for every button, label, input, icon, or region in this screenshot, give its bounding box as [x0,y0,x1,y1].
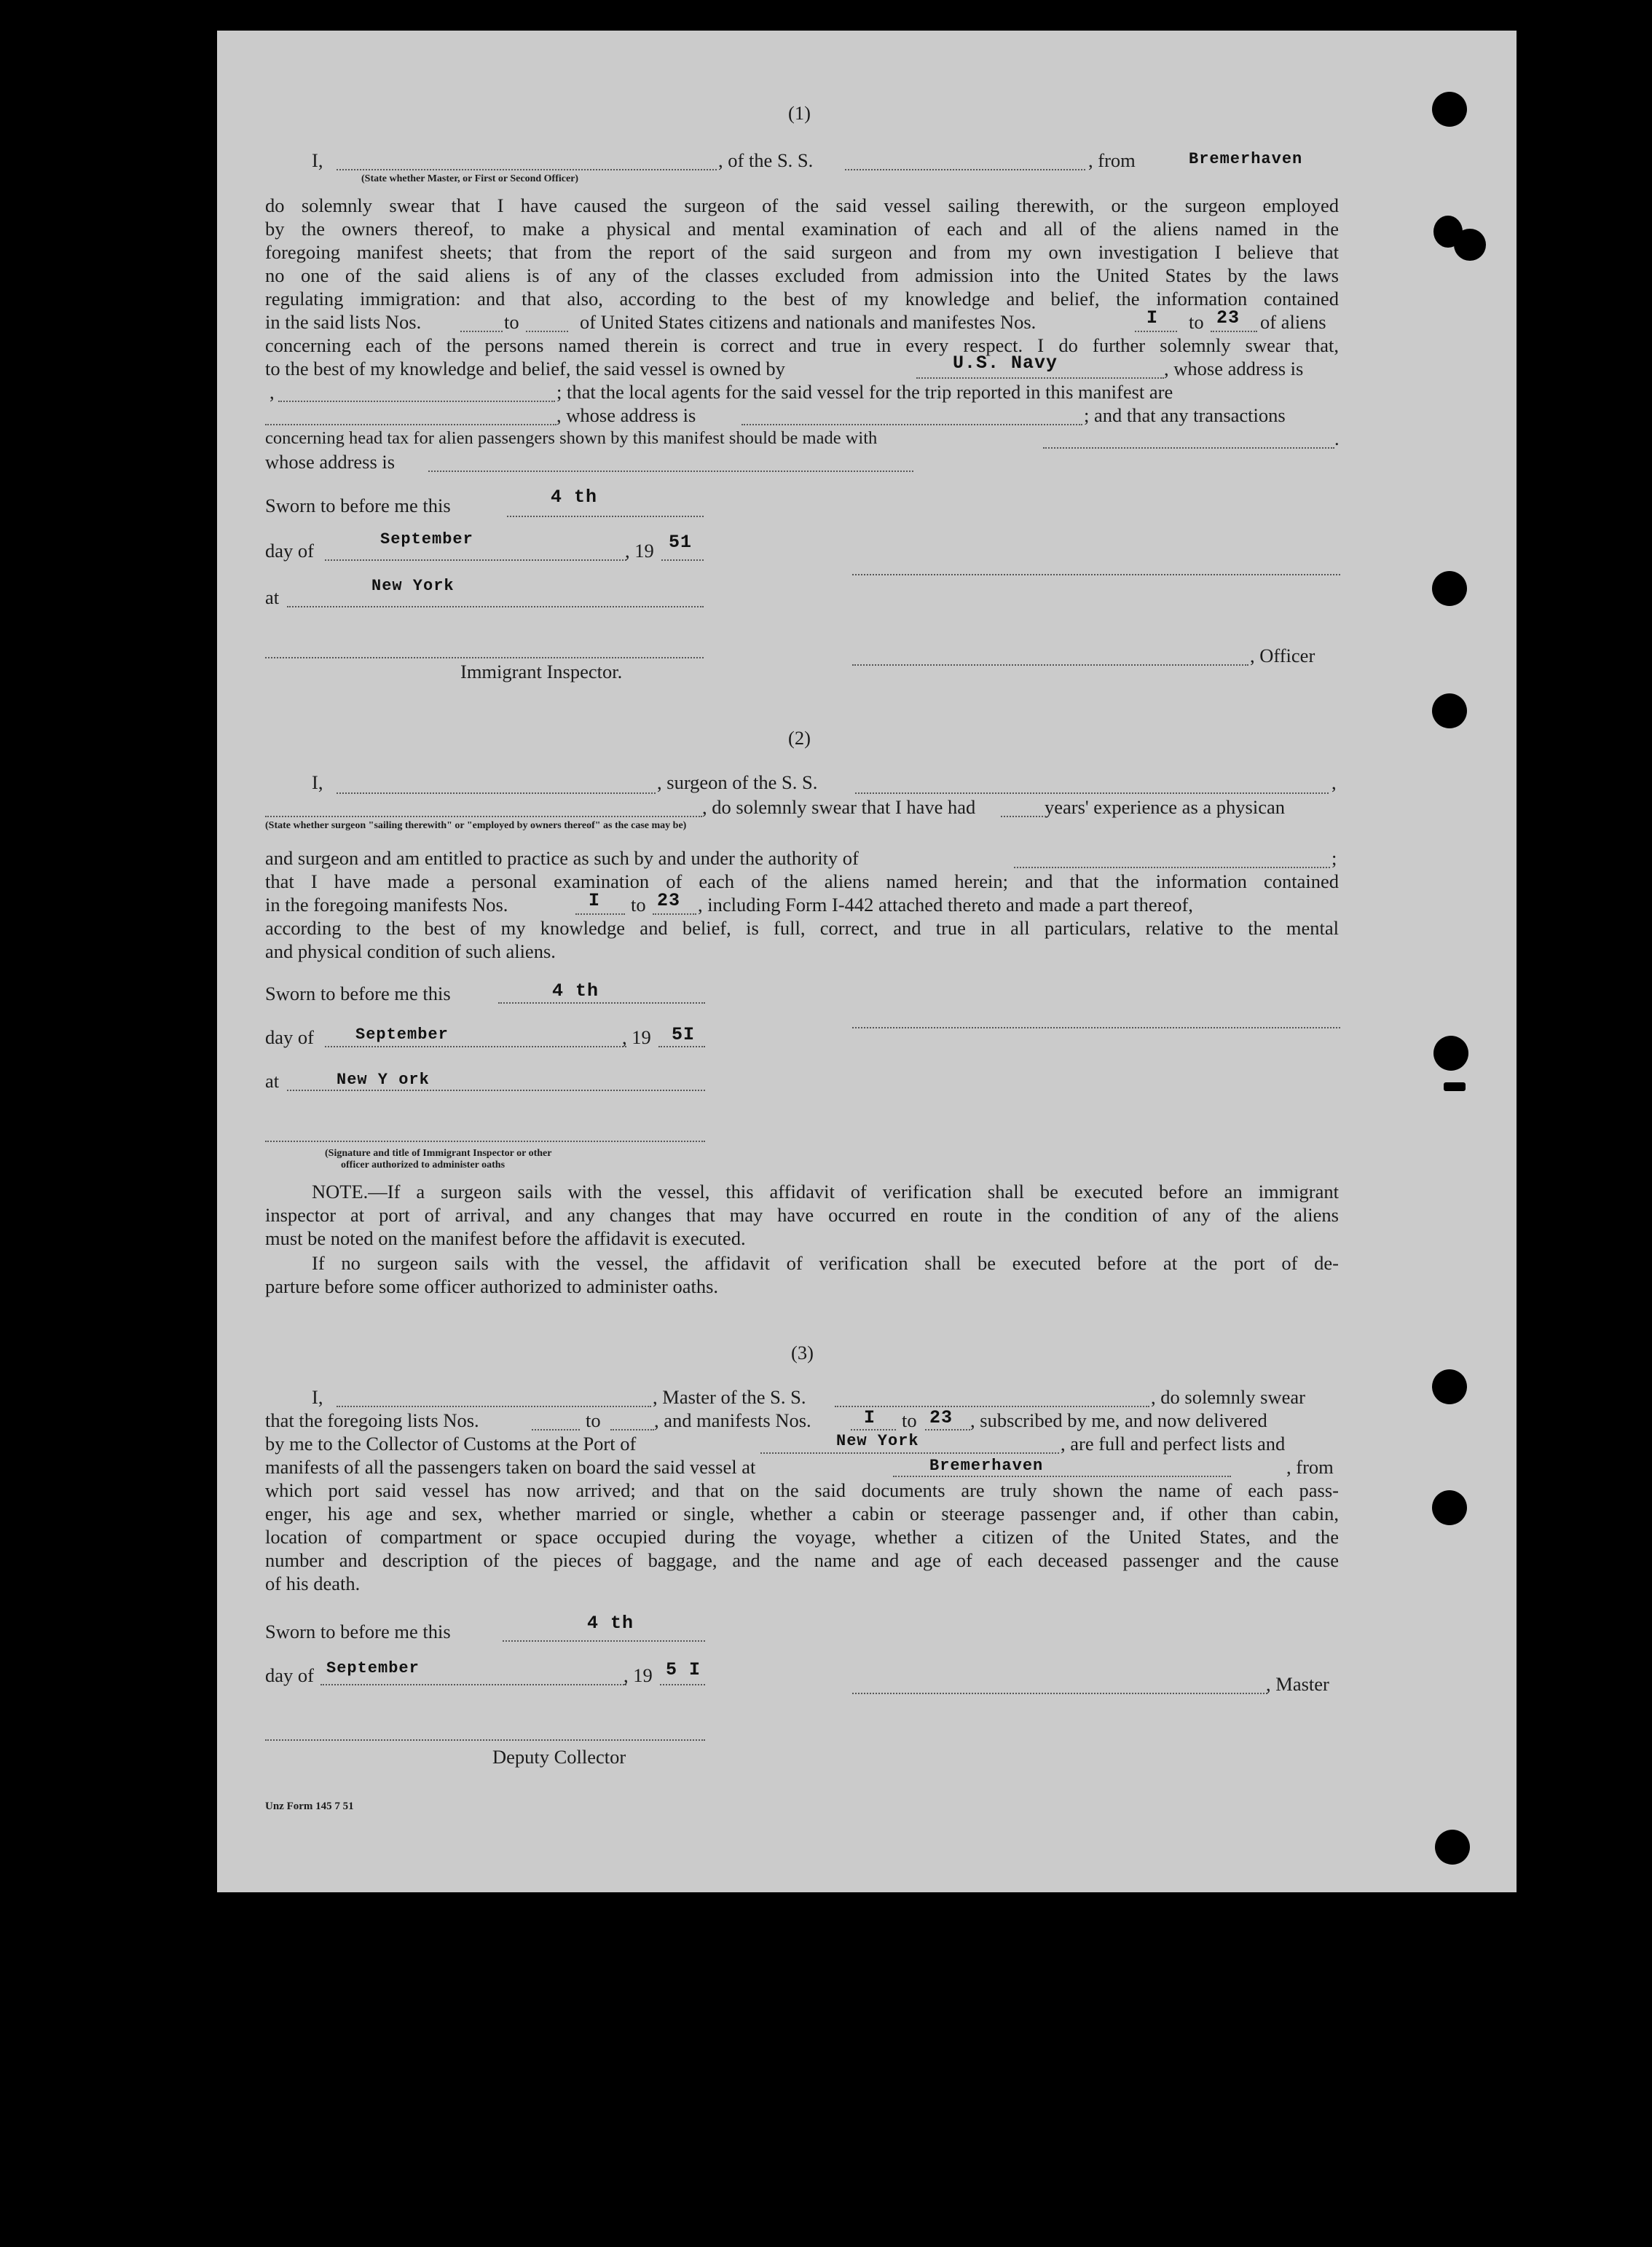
s3-master-name-line [337,1406,651,1407]
s3-line4-a: manifests of all the passengers taken on board the said vessel at [265,1456,756,1478]
s2-line6: according to the best of my knowledge and belief, is full, correct, and true in all particulars, relative to the mental [265,917,1339,939]
s2-day-line [325,1046,626,1047]
s3-manifest-from-value: I [864,1407,876,1428]
s1-from: , from [1088,149,1136,171]
s3-place-line [893,1476,1231,1477]
s3-i: I, [312,1386,323,1408]
s2-year-line [658,1046,705,1047]
punch-hole [1432,92,1467,127]
lists-to-line [526,331,568,332]
punch-hole [1432,1369,1467,1404]
manifest-to-line [1211,331,1257,332]
s2-sailing-line [265,816,702,817]
s3-day-value: September [326,1659,420,1677]
note-p2-1: If no surgeon sails with the vessel, the affidavit of verification shall be executed before at the port of de- [312,1252,1339,1274]
punch-hole [1435,1830,1470,1865]
s3-sworn: Sworn to before me this [265,1621,451,1642]
s1-sworn-line [507,516,704,517]
s2-ship-line [855,792,1329,794]
s3-deputy-signature-line [265,1739,705,1741]
s3-para-3: location of compartment or space occupied during the voyage, whether a citizen of the United States, and the [265,1526,1339,1548]
s3-master-signature-line [852,1693,1267,1694]
s3-line2-c: , and manifests Nos. [654,1409,811,1431]
s3-line2-e: , subscribed by me, and now delivered [970,1409,1267,1431]
s3-line2-b: to [586,1409,601,1431]
punch-hole [1444,1082,1466,1091]
s2-at: at [265,1070,280,1092]
s2-sworn-value: 4 th [552,980,599,1001]
s1-agents-b: ; that the local agents for the said vessel for the trip reported in this manifest are [556,381,1173,403]
s1-owned-a: to the best of my knowledge and belief, the said vessel is owned by [265,358,785,379]
section-1-heading: (1) [788,102,811,124]
s2-line7: and physical condition of such aliens. [265,940,556,962]
s2-year-value: 5I [672,1024,696,1045]
s1-address: whose address is [265,451,396,473]
s2-day-value: September [355,1026,449,1044]
s3-manifest-from-line [851,1429,896,1431]
s2-line3-a: and surgeon and am entitled to practice as such by and under the authority of [265,847,859,869]
s2-manifest-to-line [653,913,696,915]
s1-of-ss: , of the S. S. [718,149,814,171]
owner-address-line [278,401,555,402]
punch-hole [1454,229,1486,261]
s3-end: , do solemnly swear [1151,1386,1305,1408]
section-2-heading: (2) [788,727,811,749]
manifest-from-line [1135,331,1177,332]
s2-sig-note-2: officer authorized to administer oaths [341,1160,506,1170]
s3-year-value: 5 I [666,1659,701,1680]
s2-line4: that I have made a personal examination of each of the aliens named herein; and that the information contained [265,870,1339,892]
s2-at-line [287,1090,705,1091]
s1-i: I, [312,149,323,171]
note-p1-3: must be noted on the manifest before the affidavit is executed. [265,1227,746,1249]
s2-line5-b: to [631,894,646,916]
headtax-line [1043,447,1334,449]
s3-sworn-value: 4 th [587,1613,634,1634]
lists-from-line [460,331,503,332]
s3-port-value: New York [836,1432,919,1450]
s2-sig-note-1: (Signature and title of Immigrant Inspector or other [325,1148,552,1159]
s2-manifest-to-value: 23 [657,890,681,911]
s2-year-prefix: , 19 [622,1026,651,1048]
s1-agents-a: , [270,381,275,403]
s1-headtax: concerning head tax for alien passengers shown by this manifest should be made with [265,428,878,448]
s1-at: at [265,586,280,608]
surgeon-name-line [337,792,656,794]
section-3-heading: (3) [791,1342,814,1363]
s1-year-value: 51 [669,532,693,553]
s3-para-1: which port said vessel has now arrived; and that on the said documents are truly shown the name of each pass- [265,1479,1339,1501]
s2-surgeon: , surgeon of the S. S. [657,771,818,793]
master-name-line [337,169,717,170]
departure-port-value: Bremerhaven [1189,150,1303,168]
note-p1-2: inspector at port of arrival, and any changes that may have occurred en route in the condition of any of the aliens [265,1204,1339,1226]
s1-officer: , Officer [1250,645,1315,666]
s1-year-line [661,559,704,561]
s2-line5-a: in the foregoing manifests Nos. [265,894,508,916]
s2-at-value: New Y ork [337,1071,430,1089]
s3-para-4: number and description of the pieces of baggage, and the name and age of each deceased passenger and the cause [265,1549,1339,1571]
s2-line2-b: years' experience as a physican [1045,796,1285,818]
s2-day-of: day of [265,1026,314,1048]
s2-manifest-from-value: I [589,890,601,911]
punch-hole [1432,571,1467,606]
s3-master-label: , Master [1266,1673,1329,1695]
s1-day-value: September [380,530,473,548]
s1-day-of: day of [265,540,314,562]
owner-value: U.S. Navy [953,353,1058,374]
s1-inspector-signature-line [265,657,704,658]
form-page [217,31,1517,1892]
s1-lists-b: to [504,311,519,333]
s3-deputy: Deputy Collector [492,1746,626,1768]
s3-para-5: of his death. [265,1573,361,1594]
s1-para-2: by the owners thereof, to make a physical and mental examination of each and all of the aliens named in the [265,218,1339,240]
s2-sworn: Sworn to before me this [265,983,451,1004]
s3-para-2: enger, his age and sex, whether married or single, whether a cabin or steerage passenger and, if other than cabin, [265,1503,1339,1524]
s2-manifest-from-line [575,913,625,915]
s3-lists-from-line [532,1429,580,1431]
master-officer-note: (State whether Master, or First or Second Officer) [361,173,579,184]
s1-whose-b: ; and that any transactions [1084,404,1286,426]
s1-owned-b: , whose address is [1164,358,1304,379]
s1-year-prefix: , 19 [625,540,654,562]
s2-surgeon-signature-line [852,1027,1340,1028]
s2-line3-b: ; [1332,847,1337,869]
s3-line2-d: to [902,1409,917,1431]
punch-hole [1432,693,1467,728]
s3-line3-a: by me to the Collector of Customs at the Port of [265,1433,637,1455]
s2-line2-a: , do solemnly swear that I have had [702,796,976,818]
punch-hole [1432,1490,1467,1525]
agents-line [265,424,556,425]
s3-place-value: Bremerhaven [929,1457,1044,1475]
headtax-address-line [428,471,913,472]
form-number: Unz Form 145 7 51 [265,1801,354,1812]
s1-para-1: do solemnly swear that I have caused the surgeon of the said vessel sailing therewith, or the surgeon employed [265,194,1339,216]
s1-para-3: foregoing manifest sheets; that from the report of the said surgeon and from my own investigation I believe that [265,241,1339,263]
s3-manifest-to-value: 23 [929,1407,953,1428]
s3-day-of: day of [265,1664,314,1686]
s3-sworn-line [503,1640,705,1642]
s3-year-line [660,1684,705,1685]
s3-year-prefix: , 19 [624,1664,653,1686]
s1-lists-d: to [1189,311,1204,333]
s1-inspector: Immigrant Inspector. [460,661,623,682]
authority-line [1014,867,1330,868]
note-p1-1: NOTE.—If a surgeon sails with the vessel, this affidavit of verification shall be executed before an immigrant [312,1181,1339,1203]
s3-manifest-to-line [925,1429,970,1431]
s3-line3-b: , are full and perfect lists and [1061,1433,1286,1455]
years-experience-line [1001,816,1043,817]
s1-officer-line [852,664,1248,666]
note-p2-2: parture before some officer authorized to administer oaths. [265,1275,719,1297]
agents-address-line [742,424,1082,425]
s3-day-line [320,1684,626,1685]
s1-lists-e: of aliens [1260,311,1326,333]
s3-port-line [760,1452,1059,1454]
s3-master: , Master of the S. S. [653,1386,806,1408]
owner-line [916,377,1164,379]
s1-sworn-value: 4 th [551,487,598,508]
s2-inspector-signature-line [265,1141,705,1142]
s3-lists-to-line [610,1429,654,1431]
s2-end: , [1332,771,1337,793]
manifest-to-value: 23 [1216,307,1240,328]
s1-headtax-end: . [1334,428,1340,449]
s3-line4-b: , from [1286,1456,1334,1478]
s3-ship-line [835,1406,1149,1407]
s2-sworn-line [498,1002,705,1004]
punch-hole [1433,1036,1468,1071]
s1-para-5: regulating immigration: and that also, according to the best of my knowledge and belief, the information contained [265,288,1339,310]
s1-day-line [325,559,626,561]
s2-i: I, [312,771,323,793]
s1-master-signature-line [852,574,1340,575]
s1-para-4: no one of the said aliens is of any of the classes excluded from admission into the United States by the laws [265,264,1339,286]
s2-line5-c: , including Form I-442 attached thereto and made a part thereof, [698,894,1193,916]
s3-line2-a: that the foregoing lists Nos. [265,1409,479,1431]
s1-at-line [287,606,704,607]
s1-at-value: New York [371,577,455,595]
ship-name-line [845,169,1085,170]
s1-lists-c: of United States citizens and nationals and manifestes Nos. [580,311,1037,333]
surgeon-note: (State whether surgeon "sailing therewith" or "employed by owners thereof" as the case may be) [265,820,687,831]
s1-lists-a: in the said lists Nos. [265,311,422,333]
s1-concerning: concerning each of the persons named therein is correct and true in every respect. I do further solemnly swear that, [265,334,1339,356]
s1-sworn: Sworn to before me this [265,495,451,516]
manifest-from-value: I [1146,307,1159,328]
s1-whose-a: , whose address is [556,404,696,426]
